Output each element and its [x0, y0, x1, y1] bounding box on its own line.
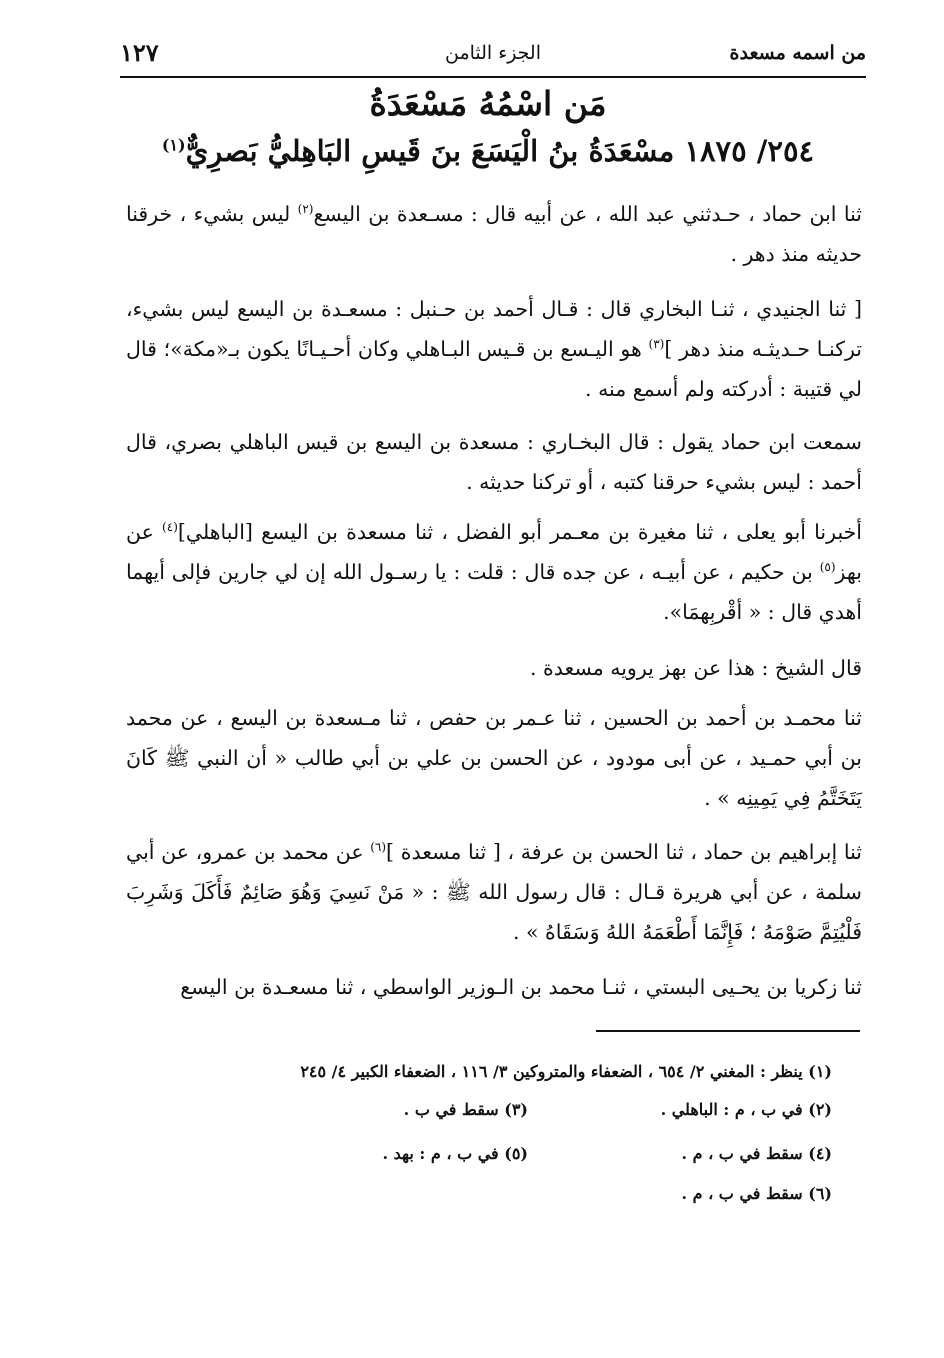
- footnote-1: (١) ينظر : المغني ٢/ ٦٥٤ ، الضعفاء والمتروكين ٣/ ١١٦ ، الضعفاء الكبير ٤/ ٢٤٥: [300, 1062, 832, 1081]
- section-title: مَن اسْمُهُ مَسْعَدَةُ: [369, 84, 607, 123]
- paragraph-5: قال الشيخ : هذا عن بهز يرويه مسعدة .: [530, 656, 862, 680]
- footnote-rule: [596, 1030, 860, 1032]
- footnote-ref: (٤): [162, 520, 178, 535]
- running-title: من اسمه مسعدة: [729, 42, 866, 64]
- paragraph-7: ثنا إبراهيم بن حماد ، ثنا الحسن بن عرفة ، [ ثنا مسعدة ]$^{(٦)}$ عن محمد بن عمرو، عن أبي سلمة ، عن أبي هريرة قـال : قال رسول الله ﷺ : « مَنْ نَسِيَ وَهُوَ صَائِمٌ فَأَكَلَ وَشَرِبَ فَلْيُتِمَّ صَوْمَهُ ؛ فَإِنَّمَا أَطْعَمَهُ اللهُ وَسَقَاهُ » .: [126, 840, 862, 944]
- paragraph-8: ثنا زكريا بن يحـيى البستي ، ثنـا محمد بن الـوزير الواسطي ، ثنا مسعـدة بن اليسع: [180, 975, 862, 999]
- entry-footnote-ref: (١): [161, 135, 186, 155]
- footnote-ref: (٣): [648, 337, 665, 352]
- footnote-ref: (٢): [297, 202, 314, 217]
- footnote-ref: (٦): [370, 840, 387, 855]
- footnote-2: (٢) في ب ، م : الباهلي .: [660, 1100, 832, 1119]
- footnote-3: (٣) سقط في ب .: [403, 1100, 528, 1119]
- footnote-6: (٦) سقط في ب ، م .: [681, 1184, 832, 1203]
- paragraph-3: سمعت ابن حماد يقول : قال البخـاري : مسعدة بن اليسع بن قيس الباهلي بصري، قال أحمد : ليس بشيء حرقنا كتبه ، أو تركنا حديثه .: [126, 430, 862, 494]
- footnote-5: (٥) في ب ، م : بهد .: [382, 1144, 528, 1163]
- entry-number: ٢٥٤/ ١٨٧٥: [684, 134, 815, 168]
- footnote-4: (٤) سقط في ب ، م .: [681, 1144, 832, 1163]
- footnote-ref: (٥): [819, 560, 836, 575]
- paragraph-4: أخبرنا أبو يعلى ، ثنا مغيرة بن معـمر أبو الفضل ، ثنا مسعدة بن اليسع [الباهلي]$^{(٤)}$ عن بهز$^{(٥)}$ بن حكيم ، عن أبيـه ، عن جده قال : قلت : يا رسـول الله إن لي جارين فإلى أيهما أهدي قال : « أقْربِهمَا».: [126, 520, 862, 624]
- page-number: ١٢٧: [120, 38, 159, 67]
- paragraph-1: ثنا ابن حماد ، حـدثني عبد الله ، عن أبيه قال : مسـعدة بن اليسع$^{(٢)}$ ليس بشيء ، خرقنا حديثه منذ دهر .: [126, 202, 862, 266]
- paragraph-2: [ ثنا الجنيدي ، ثنـا البخاري قال : قـال أحمد بن حـنبل : مسعـدة بن اليسع ليس بشيء، تركنـا حـديثـه منذ دهر ]$^{(٣)}$ هو اليـسع بن قـيس البـاهلي وكان أحـيـانًا يكون بـ«مكة»؛ قال لي قتيبة : أدركته ولم أسمع منه .: [126, 297, 862, 401]
- page-header: [120, 38, 866, 80]
- volume-label: الجزء الثامن: [444, 42, 542, 64]
- header-rule: [120, 76, 866, 78]
- entry-name: مسْعَدَةُ بنُ الْيَسَعَ بنَ قَيسِ البَاهِليُّ بَصرِيٌّ: [185, 134, 675, 168]
- entry-heading: [110, 134, 866, 168]
- paragraph-6: ثنا محمـد بن أحمد بن الحسين ، ثنا عـمر بن حفص ، ثنا مـسعدة بن اليسع ، عن محمد بن أبي حمـيد ، عن أبى مودود ، عن الحسن بن علي بن أبي طالب « أن النبي ﷺ كَانَ يَتَخَتَّمُ فِي يَمِينِه » .: [126, 706, 862, 810]
